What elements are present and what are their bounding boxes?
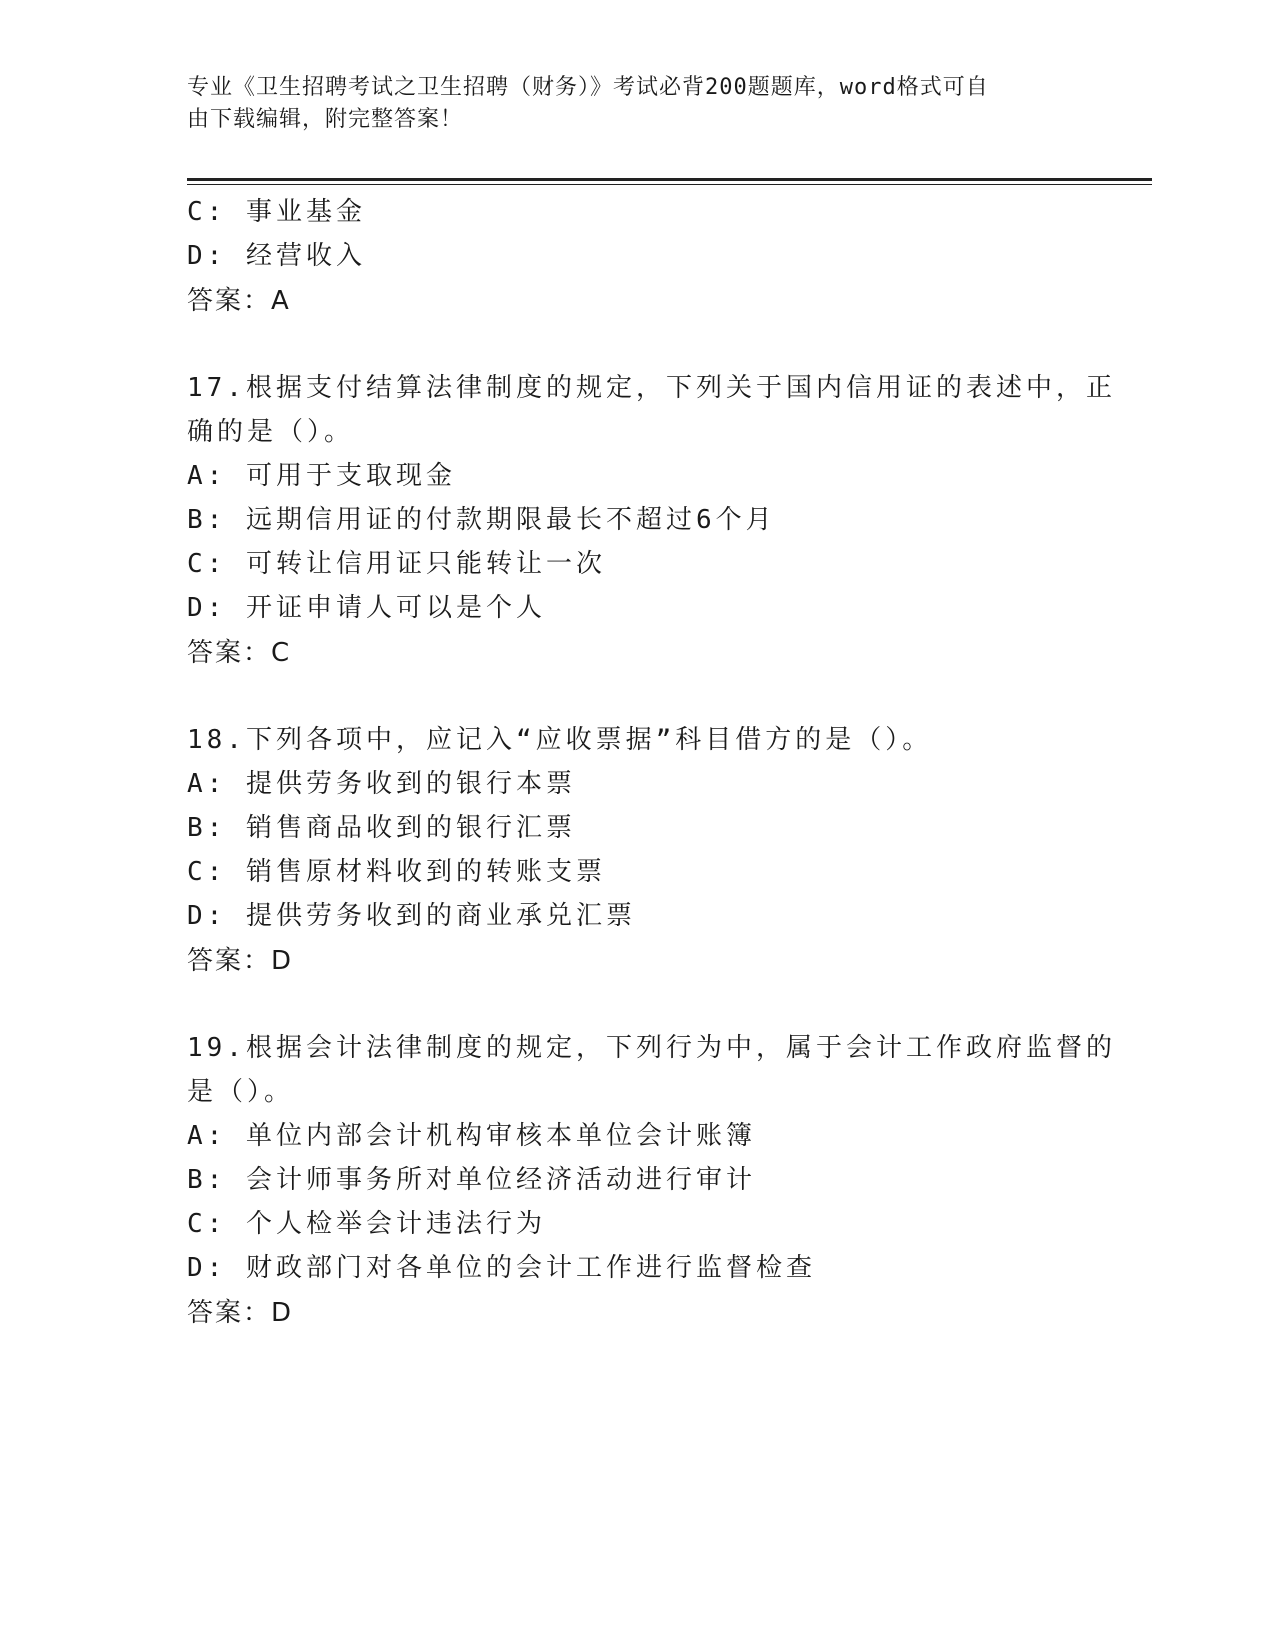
- option-d: [187, 586, 1087, 630]
- question-content: [187, 190, 1116, 1336]
- option-label: C:: [187, 857, 227, 887]
- answer-line: 答案：D: [187, 946, 294, 976]
- option-label: C:: [187, 549, 227, 579]
- option-b: [187, 1158, 1087, 1202]
- option-d: [187, 1246, 1087, 1290]
- option-label: A:: [187, 1121, 227, 1151]
- option-label: C:: [187, 1209, 227, 1239]
- question-stem-line-2: 是（）。: [187, 1077, 295, 1107]
- option-text: 提供劳务收到的银行本票: [245, 769, 576, 799]
- question-stem-line-1: 17.根据支付结算法律制度的规定，下列关于国内信用证的表述中，正: [187, 373, 1116, 403]
- option-label: D:: [187, 241, 227, 271]
- document-header: [187, 72, 1087, 136]
- option-b: [187, 498, 1087, 542]
- option-label: C:: [187, 197, 227, 227]
- option-a: [187, 454, 1087, 498]
- option-text: 会计师事务所对单位经济活动进行审计: [245, 1165, 756, 1195]
- option-a: [187, 1114, 1087, 1158]
- option-text: 经营收入: [245, 241, 366, 271]
- prev-question: [187, 190, 1087, 324]
- option-text: 个人检举会计违法行为: [245, 1209, 546, 1239]
- option-text: 销售原材料收到的转账支票: [245, 857, 606, 887]
- option-b: [187, 806, 1087, 850]
- question-18: [187, 718, 1087, 984]
- option-c: [187, 190, 1087, 234]
- header-divider-thin: [187, 184, 1152, 185]
- question-stem-line-1: 19.根据会计法律制度的规定，下列行为中，属于会计工作政府监督的: [187, 1033, 1116, 1063]
- option-text: 财政部门对各单位的会计工作进行监督检查: [245, 1253, 816, 1283]
- option-text: 开证申请人可以是个人: [245, 593, 546, 623]
- option-a: [187, 762, 1087, 806]
- option-d: [187, 234, 1087, 278]
- option-label: B:: [187, 813, 227, 843]
- question-19: [187, 1026, 1116, 1336]
- option-text: 单位内部会计机构审核本单位会计账簿: [245, 1121, 756, 1151]
- option-label: A:: [187, 769, 227, 799]
- header-divider-thick: [187, 178, 1152, 181]
- option-label: D:: [187, 1253, 227, 1283]
- option-c: [187, 1202, 1087, 1246]
- option-c: [187, 850, 1087, 894]
- option-label: B:: [187, 1165, 227, 1195]
- answer-line: 答案：D: [187, 1298, 294, 1328]
- option-label: D:: [187, 593, 227, 623]
- answer-line: 答案：A: [187, 286, 291, 316]
- option-text: 事业基金: [245, 197, 366, 227]
- header-line-1: 专业《卫生招聘考试之卫生招聘（财务）》考试必背200题题库，word格式可自: [187, 75, 989, 100]
- option-d: [187, 894, 1087, 938]
- option-label: A:: [187, 461, 227, 491]
- question-stem-line-2: 确的是（）。: [187, 417, 355, 447]
- option-label: B:: [187, 505, 227, 535]
- header-line-2: 由下载编辑，附完整答案！: [187, 107, 464, 132]
- option-text: 可用于支取现金: [245, 461, 456, 491]
- question-17: [187, 366, 1116, 676]
- option-label: D:: [187, 901, 227, 931]
- question-stem-line-1: 18.下列各项中，应记入“应收票据”科目借方的是（）。: [187, 725, 933, 755]
- option-text: 销售商品收到的银行汇票: [245, 813, 576, 843]
- option-text: 远期信用证的付款期限最长不超过6个月: [245, 505, 776, 535]
- option-text: 提供劳务收到的商业承兑汇票: [245, 901, 636, 931]
- option-c: [187, 542, 1087, 586]
- answer-line: 答案：C: [187, 638, 292, 668]
- option-text: 可转让信用证只能转让一次: [245, 549, 606, 579]
